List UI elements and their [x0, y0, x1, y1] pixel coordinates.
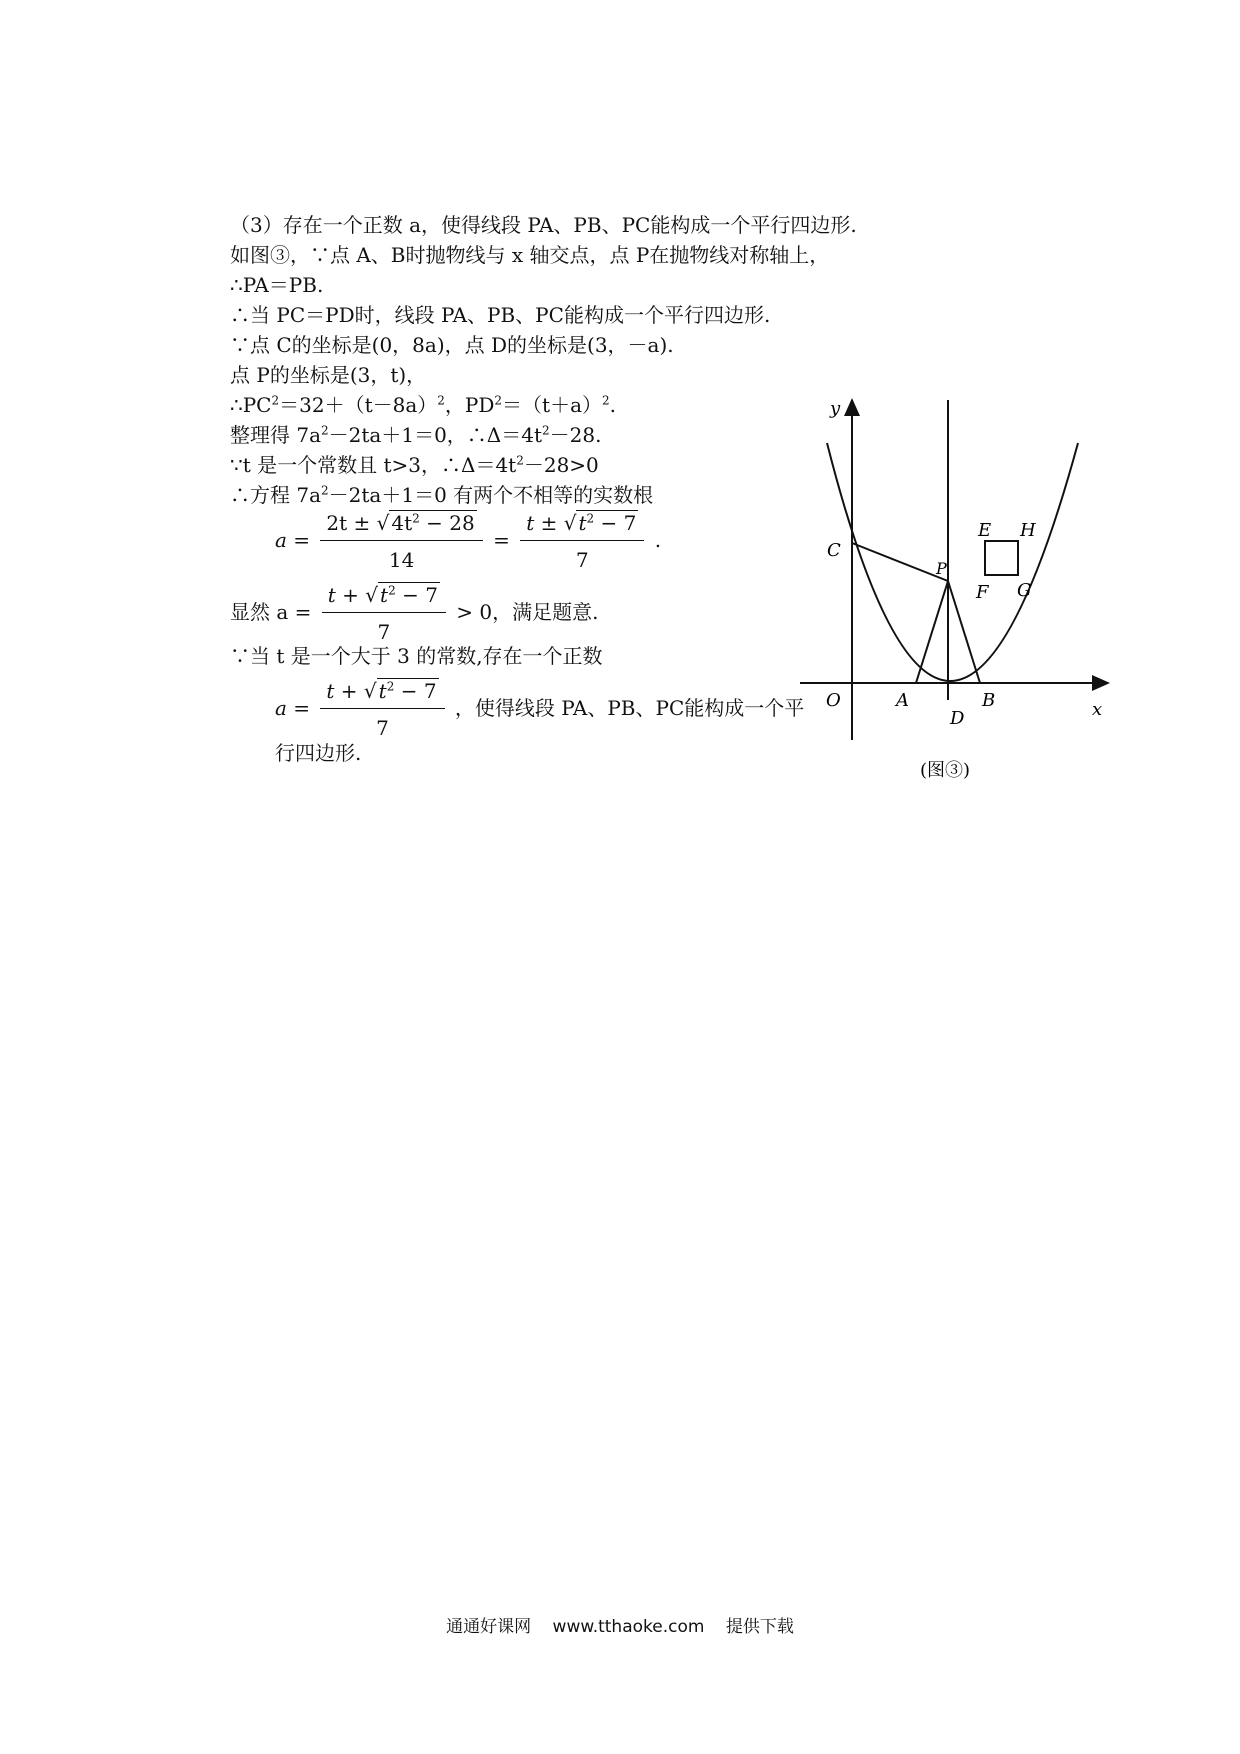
fraction-2: $\frac{t \pm √ t^2 - 7}{7}$	[520, 508, 644, 575]
line-4: ∴当 PC＝PD时，线段 PA、PB、PC能构成一个平行四边形.	[230, 303, 771, 327]
label-p: P	[936, 559, 947, 578]
fraction-1: $\frac{2t \pm √ 4t^2 - 28}{14}$	[320, 508, 482, 575]
line-15: 行四边形.	[275, 741, 362, 765]
label-a: A	[896, 690, 909, 711]
equation-roots: a = $\frac{2t \pm √ 4t^2 - 28}{14}$ = $\frac{t \pm √ t^2 - 7}{7}$ .	[275, 508, 661, 575]
label-f: F	[976, 582, 989, 603]
fraction-4: $\frac{t + √ t^2 - 7}{7}$	[320, 676, 444, 743]
line-1: （3）存在一个正数 a，使得线段 PA、PB、PC能构成一个平行四边形.	[230, 213, 857, 237]
fraction-3: $\frac{t + √ t^2 - 7}{7}$	[322, 580, 446, 647]
line-2: 如图③，∵点 A、B时抛物线与 x 轴交点，点 P在抛物线对称轴上，	[230, 243, 830, 267]
label-g: G	[1017, 580, 1032, 601]
label-h: H	[1020, 520, 1036, 541]
line-5: ∵点 C的坐标是(0，8a)，点 D的坐标是(3，－a).	[230, 333, 674, 357]
footer-url[interactable]: www.tthaoke.com	[552, 1617, 705, 1637]
page-footer	[0, 1612, 1240, 1637]
figure-parabola	[790, 392, 1130, 792]
line-6: 点 P的坐标是(3，t)，	[230, 363, 427, 387]
parabola	[827, 443, 1078, 681]
label-y: y	[830, 398, 841, 419]
footer-site-name: 通通好课网	[446, 1617, 532, 1637]
line-10: ∴方程 $7a^2-2ta+1=0$ 有两个不相等的实数根	[230, 483, 654, 507]
footer-note: 提供下载	[725, 1617, 794, 1637]
segment-pa	[916, 581, 948, 683]
label-b: B	[982, 690, 996, 711]
line-7: $\therefore PC^2=32+(t-8a)^2$，$PD^2=(t+a)^2$.	[230, 393, 617, 417]
label-e: E	[978, 520, 992, 541]
label-o: O	[826, 690, 841, 711]
line-13: ∵当 t 是一个大于 3 的常数,存在一个正数	[230, 644, 603, 668]
equation-conclusion: a = $\frac{t + √ t^2 - 7}{7}$ ，使得线段 PA、PB、PC能构成一个平	[275, 676, 804, 743]
segment-pc	[852, 543, 948, 581]
line-9: ∵t 是一个常数且 t>3，$\therefore\Delta=4t^2-28>0$	[230, 453, 599, 477]
figure-caption: (图③)	[920, 760, 971, 781]
label-c: C	[827, 540, 841, 561]
line-8: 整理得 $7a^2-2ta+1=0$，$\therefore\Delta=4t^2-28$.	[230, 423, 602, 447]
square-efgh	[985, 541, 1018, 575]
label-x: x	[1092, 699, 1103, 720]
label-d: D	[950, 708, 965, 729]
line-3: ∴PA＝PB.	[230, 273, 324, 297]
equation-positive: 显然 a = $\frac{t + √ t^2 - 7}{7}$ > 0，满足题意.	[230, 580, 598, 647]
